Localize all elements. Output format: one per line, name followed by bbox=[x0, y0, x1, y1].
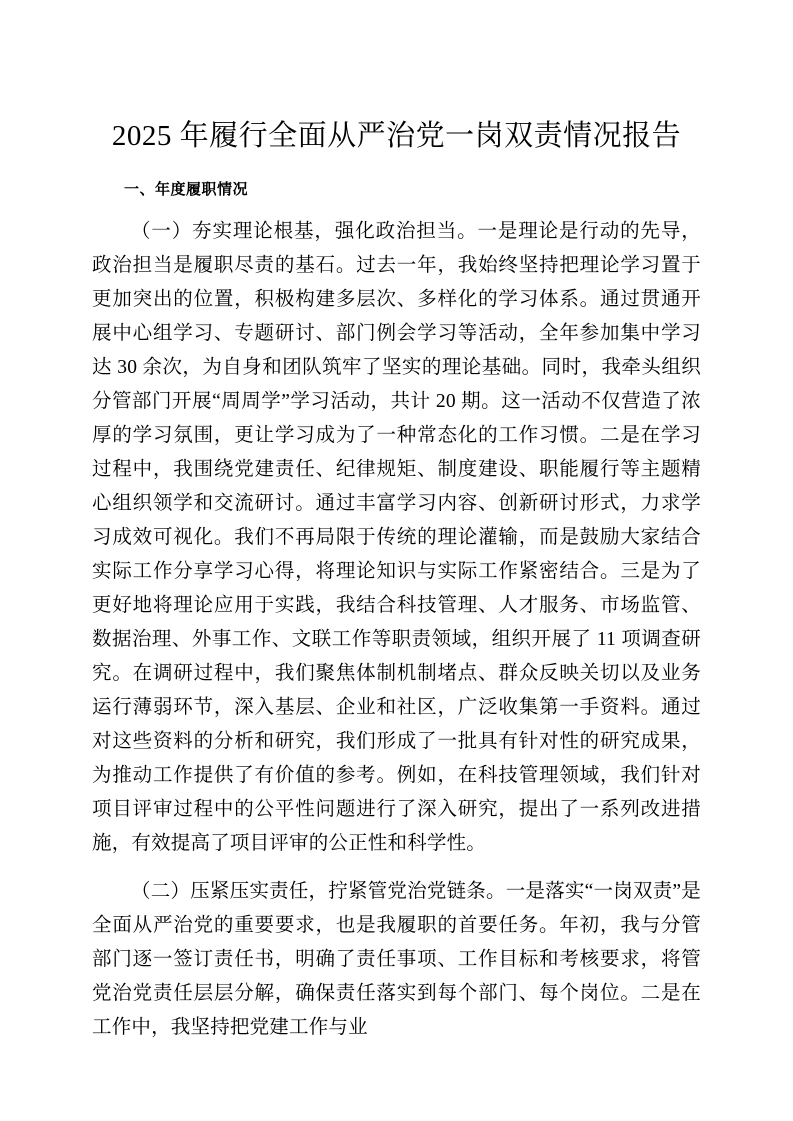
paragraph-2: （二）压紧压实责任，拧紧管党治党链条。一是落实“一岗双责”是全面从严治党的重要要求，也是我履职的首要任务。年初，我与分管部门逐一签订责任书，明确了责任事项、工作目标和考核要求，将管党治党责任层层分解，确保责任落实到每个部门、每个岗位。二是在工作中，我坚持把党建工作与业 bbox=[92, 880, 701, 1038]
paragraph-1: （一）夯实理论根基，强化政治担当。一是理论是行动的先导，政治担当是履职尽责的基石。过去一年，我始终坚持把理论学习置于更加突出的位置，积极构建多层次、多样化的学习体系。通过贯通开展中心组学习、专题研讨、部门例会学习等活动，全年参加集中学习达 30 余次，为自身和团队筑牢了坚实的理论基础。同时，我牵头组织分管部门开展“周周学”学习活动，共计 20 期。这一活动不仅营造了浓厚的学习氛围，更让学习成为了一种常态化的工作习惯。二是在学习过程中，我围绕党建责任、纪律规矩、制度建设、职能履行等主题精心组织领学和交流研讨。通过丰富学习内容、创新研讨形式，力求学习成效可视化。我们不再局限于传统的理论灌输，而是鼓励大家结合实际工作分享学习心得，将理论知识与实际工作紧密结合。三是为了更好地将理论应用于实践，我结合科技管理、人才服务、市场监管、数据治理、外事工作、文联工作等职责领域，组织开展了 11 项调查研究。在调研过程中，我们聚焦体制机制堵点、群众反映关切以及业务运行薄弱环节，深入基层、企业和社区，广泛收集第一手资料。通过对这些资料的分析和研究，我们形成了一批具有针对性的研究成果，为推动工作提供了有价值的参考。例如，在科技管理领域，我们针对项目评审过程中的公平性问题进行了深入研究，提出了一系列改进措施，有效提高了项目评审的公正性和科学性。 bbox=[92, 220, 701, 854]
page-title: 2025 年履行全面从严治党一岗双责情况报告 bbox=[111, 120, 682, 152]
section-heading: 一、年度履职情况 bbox=[124, 180, 249, 198]
